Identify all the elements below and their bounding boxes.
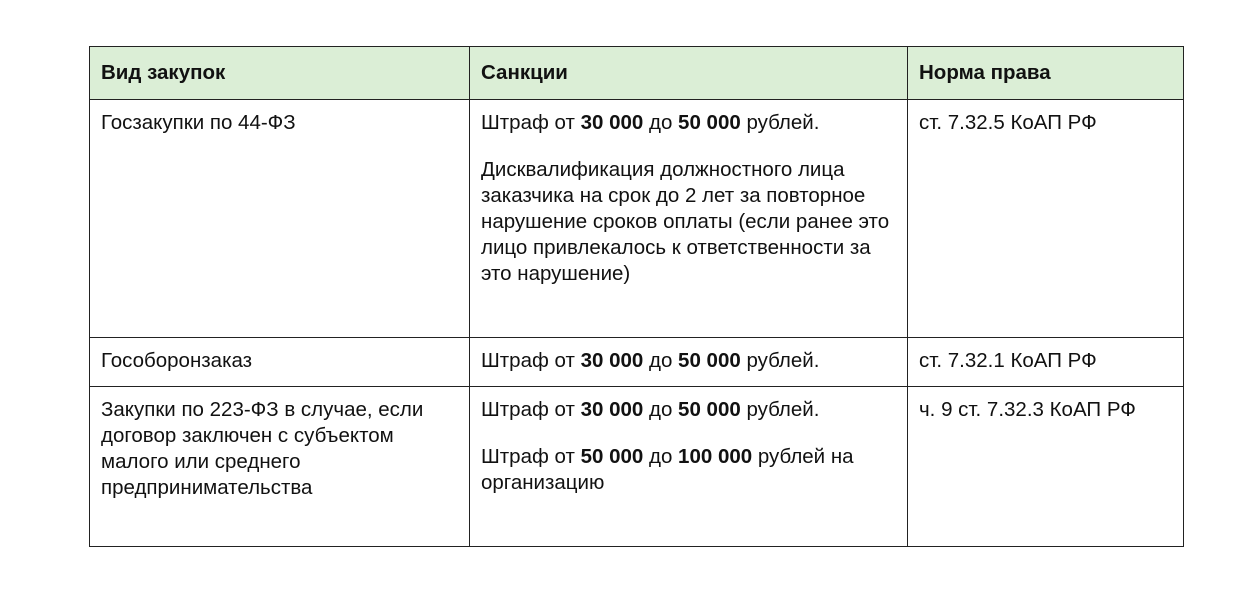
table-row [90, 338, 1184, 387]
fine-text: Штраф от 30 000 до 50 000 рублей. [481, 398, 820, 421]
procurement-type-text: Гособоронзаказ [101, 349, 253, 372]
procurement-type-text: Закупки по 223-ФЗ в случае, если договор заключен с субъектом малого или среднего предпринимательства [101, 398, 424, 499]
legal-norm-text: ч. 9 ст. 7.32.3 КоАП РФ [919, 398, 1136, 421]
disqualification-text: Дисквалификация должностного лица заказчика на срок до 2 лет за повторное нарушение сроков оплаты (если ранее это лицо привлекалось к ответственности за это нарушение) [481, 158, 890, 285]
fine-amount-from: 30 000 [580, 398, 644, 421]
fine-amount-to: 50 000 [678, 349, 741, 372]
sanctions-cell [470, 100, 908, 338]
procurement-type-text: Госзакупки по 44-ФЗ [101, 111, 296, 134]
fine-amount-to: 50 000 [678, 398, 741, 421]
legal-norm-cell [908, 100, 1184, 338]
header-sanctions: Санкции [470, 47, 908, 100]
fine-text: Штраф от 30 000 до 50 000 рублей. [481, 111, 820, 134]
sanctions-cell [470, 338, 908, 387]
procurement-type-cell [90, 387, 470, 547]
table-header-row [90, 47, 1184, 100]
fine-amount-from: 30 000 [580, 111, 644, 134]
procurement-type-cell [90, 338, 470, 387]
sanctions-table [89, 46, 1184, 547]
fine-amount-to: 50 000 [678, 111, 741, 134]
table-row [90, 100, 1184, 338]
header-legal-norm: Норма права [908, 47, 1184, 100]
table-row [90, 387, 1184, 547]
fine-amount-from: 30 000 [580, 349, 644, 372]
fine-text: Штраф от 30 000 до 50 000 рублей. [481, 349, 820, 372]
fine-amount-from: 50 000 [580, 445, 644, 468]
organization-fine-text: Штраф от 50 000 до 100 000 рублей на организацию [481, 445, 854, 494]
legal-norm-text: ст. 7.32.1 КоАП РФ [919, 349, 1097, 372]
header-procurement-type: Вид закупок [90, 47, 470, 100]
legal-norm-cell [908, 338, 1184, 387]
legal-norm-cell [908, 387, 1184, 547]
legal-norm-text: ст. 7.32.5 КоАП РФ [919, 111, 1097, 134]
sanctions-cell [470, 387, 908, 547]
procurement-type-cell [90, 100, 470, 338]
fine-amount-to: 100 000 [678, 445, 753, 468]
